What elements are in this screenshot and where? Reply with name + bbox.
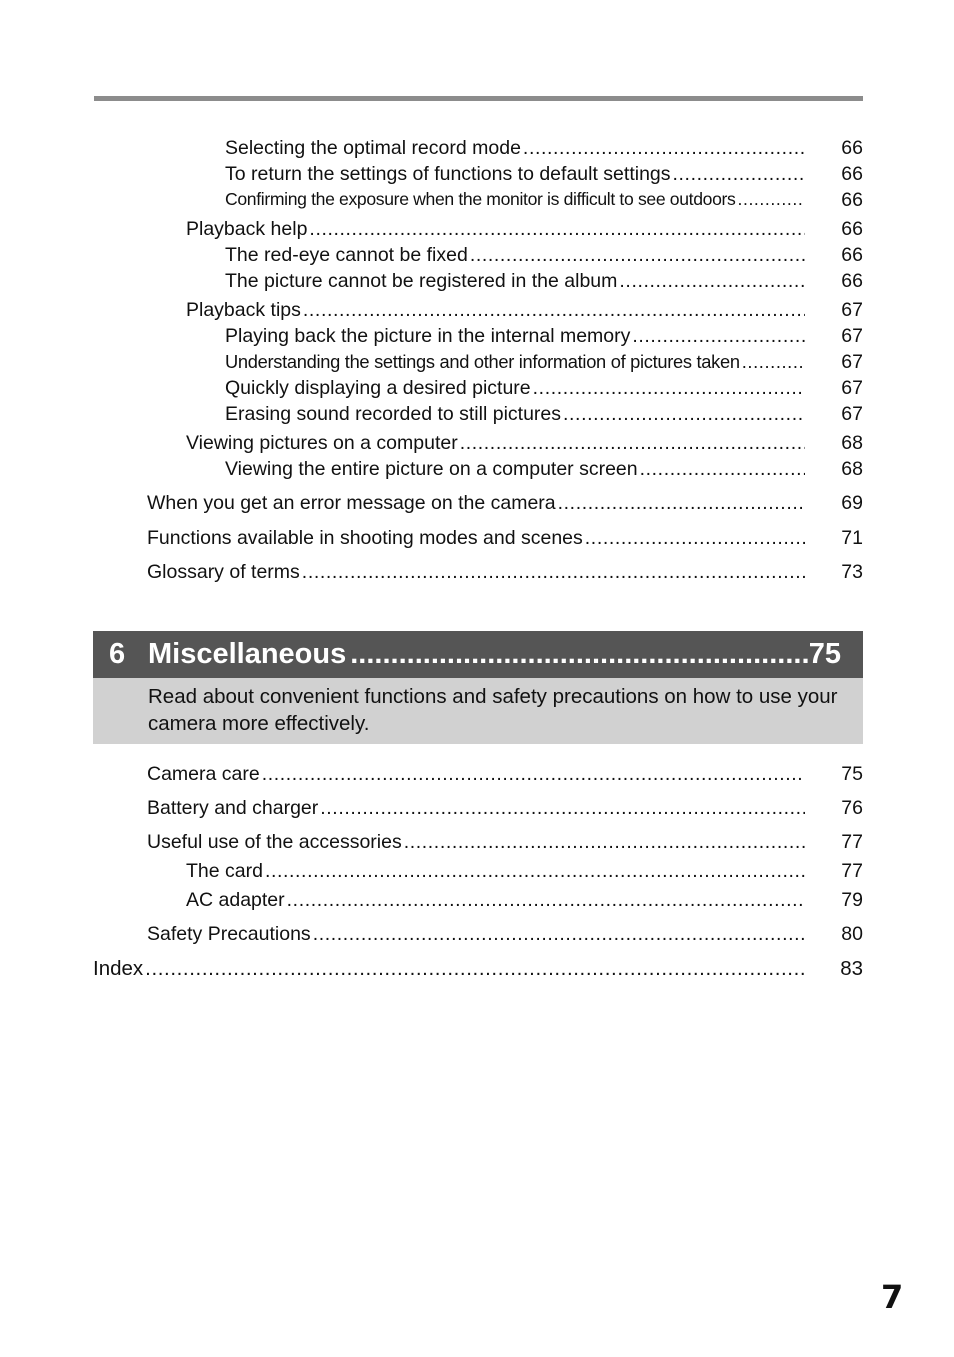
- toc-entry-label: The card: [186, 860, 263, 882]
- toc-leader: [303, 299, 805, 322]
- toc-entry-page: 79: [841, 889, 863, 911]
- toc-entry-page: 75: [841, 763, 863, 785]
- toc-entry-label: Functions available in shooting modes and scenes: [147, 527, 583, 549]
- toc-entry-page: 67: [841, 377, 863, 399]
- chapter-title-row: [148, 638, 841, 671]
- toc-entry[interactable]: [186, 299, 863, 325]
- toc-leader: [737, 189, 805, 210]
- toc-entry[interactable]: [186, 432, 863, 458]
- toc-entry-label: Erasing sound recorded to still pictures: [225, 403, 562, 425]
- toc-entry-label: The picture cannot be registered in the album: [225, 270, 618, 292]
- toc-leader: [585, 527, 805, 550]
- toc-leader: [460, 432, 805, 455]
- toc-entry[interactable]: [147, 923, 863, 949]
- toc-entry-label: Playback help: [186, 218, 308, 240]
- toc-entry-label: AC adapter: [186, 889, 285, 911]
- toc-entry[interactable]: [147, 763, 863, 789]
- toc-entry-page: 66: [841, 270, 863, 292]
- toc-entry-page: 68: [841, 432, 863, 454]
- page-number: 7: [881, 1278, 904, 1316]
- toc-leader: [265, 860, 805, 883]
- toc-leader: [309, 218, 805, 241]
- toc-entry[interactable]: [225, 137, 863, 163]
- toc-entry-page: 66: [841, 163, 863, 185]
- toc-entry-page: 77: [841, 860, 863, 882]
- toc-leader: [563, 403, 805, 426]
- toc-leader: [313, 923, 805, 946]
- toc-entry[interactable]: [225, 163, 863, 189]
- toc-entry-label: Safety Precautions: [147, 923, 311, 945]
- toc-leader: [558, 492, 805, 515]
- toc-leader: [320, 797, 805, 820]
- toc-entry[interactable]: [147, 492, 863, 518]
- toc-entry-page: 67: [841, 351, 863, 373]
- toc-entry[interactable]: [147, 561, 863, 587]
- toc-leader: [302, 561, 805, 584]
- toc-entry-label: Playing back the picture in the internal memory: [225, 325, 631, 347]
- toc-entry-label: When you get an error message on the camera: [147, 492, 556, 514]
- toc-entry-page: 71: [841, 527, 863, 549]
- toc-entry-page: 67: [841, 299, 863, 321]
- toc-entry[interactable]: [225, 270, 863, 296]
- toc-entry-label: Index: [93, 957, 144, 980]
- toc-entry-page: 73: [841, 561, 863, 583]
- chapter-page: 75: [808, 638, 841, 670]
- toc-leader: [673, 163, 805, 186]
- toc-leader: [742, 351, 805, 373]
- toc-entry[interactable]: [225, 377, 863, 403]
- toc-entry-label: Selecting the optimal record mode: [225, 137, 521, 159]
- toc-entry-page: 80: [841, 923, 863, 945]
- toc-entry[interactable]: [147, 831, 863, 857]
- toc-leader: [632, 325, 805, 348]
- toc-entry[interactable]: [147, 527, 863, 553]
- toc-leader: [523, 137, 805, 160]
- toc-leader: [640, 458, 805, 481]
- toc-entry[interactable]: [225, 189, 863, 215]
- chapter-description: Read about convenient functions and safety precautions on how to use your camera more effectively.: [148, 685, 838, 735]
- toc-leader: [619, 270, 805, 293]
- toc-entry-page: 69: [841, 492, 863, 514]
- toc-entry[interactable]: [225, 458, 863, 484]
- toc-entry-page: 66: [841, 218, 863, 240]
- chapter-description-box: [93, 678, 863, 744]
- toc-entry-label: Understanding the settings and other information of pictures taken: [225, 351, 740, 372]
- toc-entry-label: Quickly displaying a desired picture: [225, 377, 531, 399]
- toc-entry-label: To return the settings of functions to default settings: [225, 163, 671, 185]
- toc-entry[interactable]: [225, 325, 863, 351]
- toc-leader: [145, 957, 805, 981]
- toc-entry-label: Glossary of terms: [147, 561, 300, 583]
- toc-entry-index[interactable]: [93, 957, 863, 983]
- toc-entry-label: Battery and charger: [147, 797, 319, 819]
- toc-entry-page: 68: [841, 458, 863, 480]
- toc-leader: [470, 244, 805, 267]
- chapter-heading[interactable]: [93, 631, 863, 678]
- toc-entry[interactable]: [147, 797, 863, 823]
- toc-entry-page: 66: [841, 189, 863, 211]
- toc-entry[interactable]: [186, 860, 863, 886]
- toc-entry-page: 66: [841, 137, 863, 159]
- toc-leader: [404, 831, 805, 854]
- toc-entry-page: 77: [841, 831, 863, 853]
- toc-entry-label: Confirming the exposure when the monitor is difficult to see outdoors: [225, 189, 736, 209]
- toc-entry-label: Camera care: [147, 763, 260, 785]
- toc-entry[interactable]: [225, 244, 863, 270]
- toc-entry-page: 76: [841, 797, 863, 819]
- header-rule: [94, 96, 863, 101]
- toc-entry-label: Viewing pictures on a computer: [186, 432, 458, 454]
- toc-leader: [287, 889, 805, 912]
- toc-entry-label: The red-eye cannot be fixed: [225, 244, 468, 266]
- chapter-title: Miscellaneous: [148, 638, 347, 670]
- toc-entry-page: 83: [840, 957, 863, 980]
- toc-entry[interactable]: [186, 218, 863, 244]
- chapter-number: 6: [109, 638, 126, 670]
- toc-entry-page: 66: [841, 244, 863, 266]
- toc-entry[interactable]: [225, 351, 863, 377]
- toc-entry[interactable]: [186, 889, 863, 915]
- toc-entry-label: Playback tips: [186, 299, 301, 321]
- toc-entry-label: Viewing the entire picture on a computer screen: [225, 458, 638, 480]
- toc-entry[interactable]: [225, 403, 863, 429]
- toc-leader: [533, 377, 805, 400]
- toc-leader: [350, 638, 808, 671]
- toc-entry-label: Useful use of the accessories: [147, 831, 402, 853]
- toc-leader: [262, 763, 805, 786]
- toc-entry-page: 67: [841, 403, 863, 425]
- toc-entry-page: 67: [841, 325, 863, 347]
